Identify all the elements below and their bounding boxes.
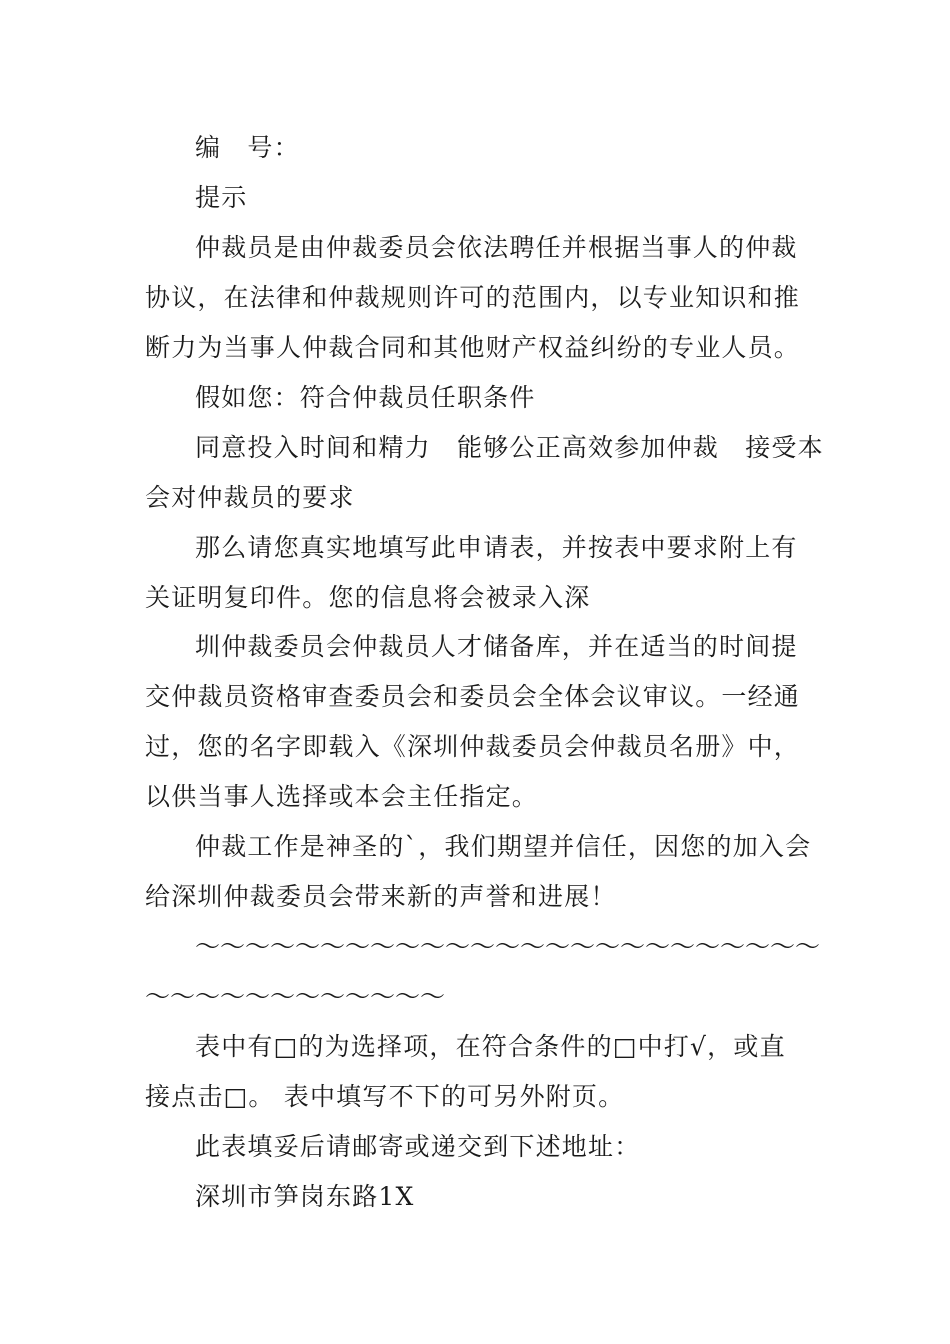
instruction-paragraph-line: 过，您的名字即载入《深圳仲裁委员会仲裁员名册》中， [145, 732, 801, 761]
instruction-paragraph-line: 那么请您真实地填写此申请表，并按表中要求附上有 [195, 533, 798, 562]
notice-heading: 提示 [195, 183, 248, 212]
condition-line: 会对仲裁员的要求 [145, 483, 355, 512]
closing-paragraph-line: 仲裁工作是神圣的`，我们期望并信任，因您的加入会 [195, 832, 812, 861]
tilde-divider: ～～～～～～～～～～～～～～～～～～～～～～～～～ [195, 932, 821, 961]
instruction-paragraph-line: 关证明复印件。您的信息将会被录入深 [145, 583, 591, 612]
condition-line: 假如您：符合仲裁员任职条件 [195, 383, 536, 412]
intro-paragraph-line: 断力为当事人仲裁合同和其他财产权益纠纷的专业人员。 [145, 333, 801, 362]
form-note-line: 表中有□的为选择项，在符合条件的□中打√，或直 [195, 1032, 786, 1061]
instruction-paragraph-line: 交仲裁员资格审查委员会和委员会全体会议审议。一经通 [145, 682, 801, 711]
condition-line: 同意投入时间和精力 能够公正高效参加仲裁 接受本 [195, 433, 824, 462]
intro-paragraph-line: 协议，在法律和仲裁规则许可的范围内，以专业知识和推 [145, 283, 801, 312]
mailing-instruction: 此表填妥后请邮寄或递交到下述地址： [195, 1132, 641, 1161]
tilde-divider: ～～～～～～～～～～～～ [145, 982, 446, 1011]
intro-paragraph-line: 仲裁员是由仲裁委员会依法聘任并根据当事人的仲裁 [195, 233, 798, 262]
address-line: 深圳市笋岗东路1X [195, 1182, 415, 1211]
closing-paragraph-line: 给深圳仲裁委员会带来新的声誉和进展！ [145, 882, 617, 911]
instruction-paragraph-line: 圳仲裁委员会仲裁员人才储备库，并在适当的时间提 [195, 632, 798, 661]
serial-number-label: 编 号： [195, 133, 300, 162]
form-note-line: 接点击□。 表中填写不下的可另外附页。 [145, 1082, 625, 1111]
instruction-paragraph-line: 以供当事人选择或本会主任指定。 [145, 782, 539, 811]
